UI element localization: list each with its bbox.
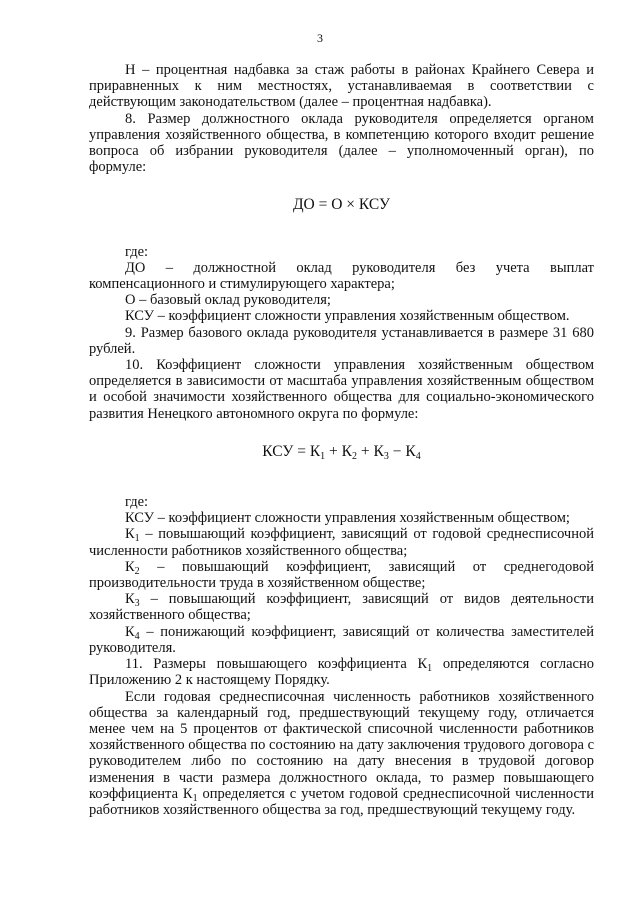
ksu-formula-sub2: 2: [352, 450, 358, 462]
where-label-2: где:: [125, 494, 149, 511]
definition-k4: $К_4$ – понижающий коэффициент, зависящий от количества заместителей руководителя.: [89, 623, 594, 656]
definition-o: О – базовый оклад руководителя;: [125, 292, 331, 309]
paragraph-9: 9. Размер базового оклада руководителя устанавливается в размере 31 680 рублей.: [89, 324, 594, 357]
ksu-formula-plus2: + К: [357, 442, 384, 460]
where-label: где:: [125, 243, 149, 260]
definition-do: ДО – должностной оклад руководителя без учета выплат компенсационного и стимулирующего характера;: [89, 259, 594, 293]
ksu-formula-minus: − К: [388, 442, 416, 460]
definition-k1: $К_1$ – повышающий коэффициент, зависящий от годовой среднесписочной численности работников хозяйственного общества;: [89, 526, 594, 559]
definition-k2: $К_2$ – повышающий коэффициент, зависящий от среднегодовой производительности труда в хозяйственном обществе;: [89, 558, 594, 592]
document-body: [89, 62, 594, 818]
ksu-formula-lhs: КСУ = К: [262, 442, 321, 460]
ksu-formula-sub4: 4: [415, 450, 421, 462]
paragraph-11: 11. Размеры повышающего коэффициента $К_1$ определяются согласно Приложению 2 к настоящему Порядку.: [89, 656, 595, 689]
paragraph-12: Если годовая среднесписочная численность работников хозяйственного общества за календарный год, предшествующий текущему году, отличается менее чем на 5 процентов от фактической списочной численности работников хозяйственного общества по состоянию на дату заключения трудового договора с руководителем либо по состоянию на дату внесения в трудовой договор изменения в части размера должностного оклада, то размер повышающего коэффициента $К_1$ определяется с учетом годовой среднесписочной численности работников хозяйственного общества за год, предшествующий текущему году.: [89, 688, 595, 818]
page-number: 3: [317, 31, 323, 45]
paragraph-8: 8. Размер должностного оклада руководителя определяется органом управления хозяйственного общества, в компетенцию которого входит решение вопроса об избрании руководителя (далее – уполномоченный орган), по формуле:: [89, 110, 594, 176]
paragraph-10: 10. Коэффициент сложности управления хозяйственным обществом определяется в зависимости от масштаба управления хозяйственным обществом и особой значимости хозяйственного общества для социально-экономического развития Ненецкого автономного округа по формуле:: [89, 357, 594, 422]
ksu-formula-sub1: 1: [320, 450, 326, 462]
salary-formula: ДО = О × КСУ: [292, 196, 390, 214]
ksu-formula-sub3: 3: [383, 450, 389, 462]
definition-ksu: КСУ – коэффициент сложности управления хозяйственным обществом.: [125, 308, 570, 325]
definition-ksu-2: КСУ – коэффициент сложности управления хозяйственным обществом;: [125, 510, 570, 527]
ksu-formula: [89, 444, 594, 460]
n-definition-paragraph: Н – процентная надбавка за стаж работы в районах Крайнего Севера и приравненных к ним местностях, устанавливаемая в соответствии с действующим законодательством (далее – процентная надбавка).: [89, 62, 594, 111]
ksu-formula-plus1: + К: [325, 442, 353, 460]
definition-k3: $К_3$ – повышающий коэффициент, зависящий от видов деятельности хозяйственного общества;: [89, 591, 594, 624]
